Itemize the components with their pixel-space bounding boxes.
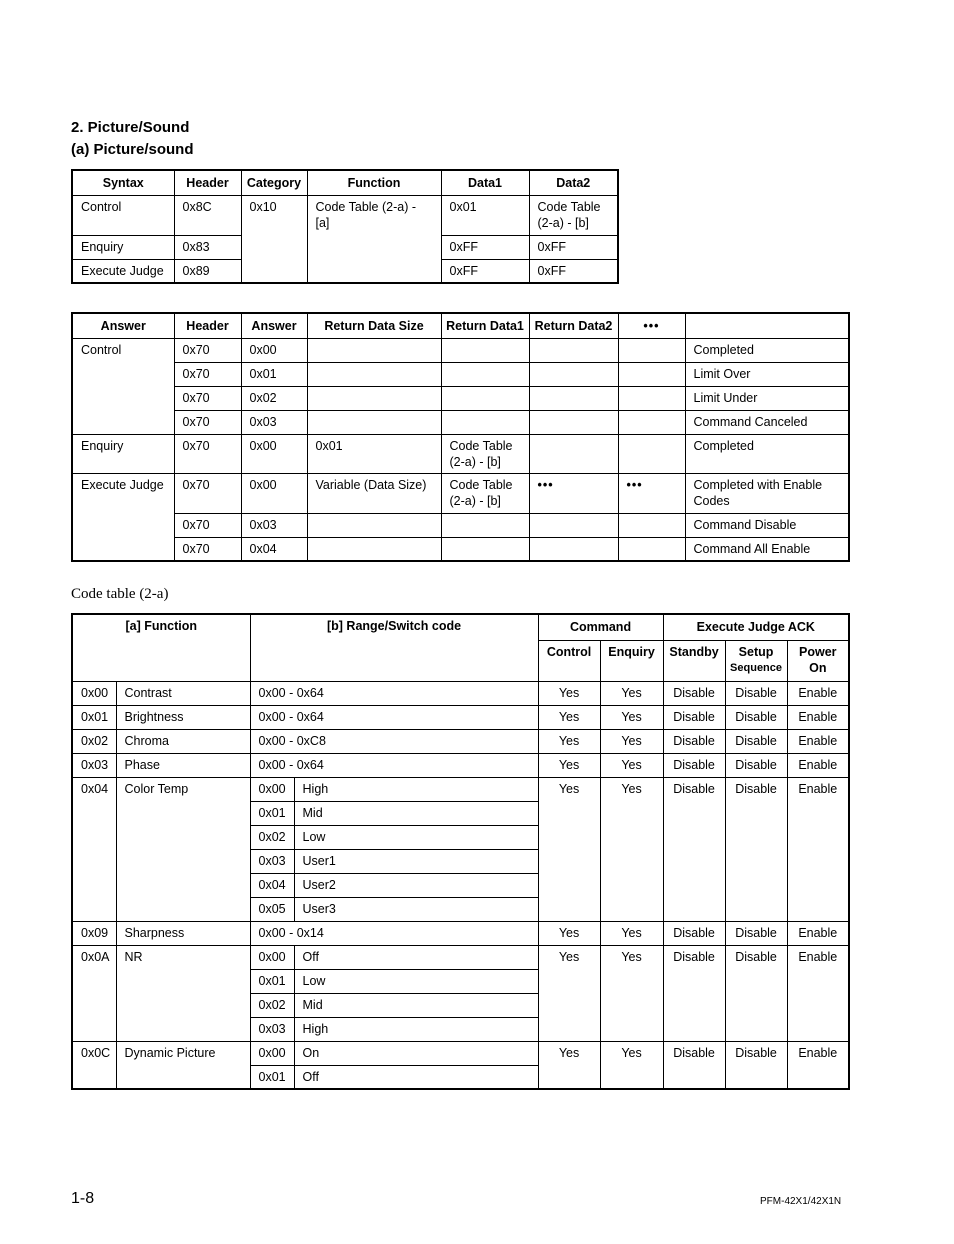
setup-label: Setup bbox=[738, 644, 774, 659]
function-name-cell: Dynamic Picture bbox=[116, 1041, 250, 1089]
more-cell bbox=[618, 410, 685, 434]
size-cell bbox=[307, 410, 441, 434]
header-cell: 0x70 bbox=[174, 513, 241, 537]
standby-cell: Disable bbox=[663, 945, 725, 1041]
size-cell bbox=[307, 362, 441, 386]
return-data1-cell bbox=[441, 537, 529, 561]
enquiry-header: Enquiry bbox=[600, 640, 663, 681]
setup-cell: Disable bbox=[725, 945, 787, 1041]
control-header: Control bbox=[538, 640, 600, 681]
switch-label-cell: Off bbox=[294, 1065, 538, 1089]
description-cell: Limit Over bbox=[685, 362, 849, 386]
return-data2-cell bbox=[529, 410, 618, 434]
control-cell: Yes bbox=[538, 753, 600, 777]
setup-cell: Disable bbox=[725, 921, 787, 945]
switch-code-cell: 0x01 bbox=[250, 801, 294, 825]
standby-cell: Disable bbox=[663, 777, 725, 921]
switch-label-cell: User1 bbox=[294, 849, 538, 873]
column-header: Syntax bbox=[72, 170, 174, 195]
switch-label-cell: User2 bbox=[294, 873, 538, 897]
table-row bbox=[72, 434, 849, 473]
return-data2-cell bbox=[529, 362, 618, 386]
answer-cell: 0x00 bbox=[241, 473, 307, 513]
switch-code-cell: 0x04 bbox=[250, 873, 294, 897]
switch-label-cell: On bbox=[294, 1041, 538, 1065]
function-header: [a] Function bbox=[72, 614, 250, 681]
power-on-cell: Enable bbox=[787, 729, 849, 753]
function-code-cell: 0x00 bbox=[72, 681, 116, 705]
size-cell: 0x01 bbox=[307, 434, 441, 473]
return-data1-cell: Code Table (2-a) - [b] bbox=[441, 473, 529, 513]
table-row bbox=[72, 1041, 849, 1065]
header-cell: 0x70 bbox=[174, 537, 241, 561]
switch-label-cell: Low bbox=[294, 825, 538, 849]
function-code-cell: 0x04 bbox=[72, 777, 116, 921]
setup-header bbox=[725, 640, 787, 681]
switch-code-cell: 0x00 bbox=[250, 1041, 294, 1065]
size-cell bbox=[307, 513, 441, 537]
answer-cell: 0x03 bbox=[241, 513, 307, 537]
return-data1-cell: Code Table (2-a) - [b] bbox=[441, 434, 529, 473]
power-on-cell: Enable bbox=[787, 753, 849, 777]
function-code-cell: 0x03 bbox=[72, 753, 116, 777]
size-cell bbox=[307, 338, 441, 362]
power-on-cell: Enable bbox=[787, 705, 849, 729]
range-cell: 0x00 - 0x64 bbox=[250, 705, 538, 729]
return-data1-cell bbox=[441, 386, 529, 410]
range-cell: 0x00 - 0x14 bbox=[250, 921, 538, 945]
command-table bbox=[71, 169, 619, 284]
setup-cell: Disable bbox=[725, 705, 787, 729]
table-row bbox=[72, 362, 849, 386]
setup-cell: Disable bbox=[725, 753, 787, 777]
answer-cell: 0x02 bbox=[241, 386, 307, 410]
function-name-cell: Chroma bbox=[116, 729, 250, 753]
enquiry-cell: Yes bbox=[600, 777, 663, 921]
header-cell: 0x70 bbox=[174, 410, 241, 434]
ack-header: Execute Judge ACK bbox=[663, 614, 849, 640]
description-cell: Command Disable bbox=[685, 513, 849, 537]
function-cell: Code Table (2-a) - [a] bbox=[307, 195, 441, 283]
column-header: Return Data Size bbox=[307, 313, 441, 338]
table-row bbox=[72, 753, 849, 777]
code-table-caption: Code table (2-a) bbox=[71, 586, 169, 602]
control-cell: Yes bbox=[538, 777, 600, 921]
table-row bbox=[72, 537, 849, 561]
standby-cell: Disable bbox=[663, 753, 725, 777]
function-code-cell: 0x0C bbox=[72, 1041, 116, 1089]
description-cell: Completed with Enable Codes bbox=[685, 473, 849, 513]
control-cell: Yes bbox=[538, 945, 600, 1041]
standby-cell: Disable bbox=[663, 1041, 725, 1089]
column-header: Return Data2 bbox=[529, 313, 618, 338]
function-name-cell: Color Temp bbox=[116, 777, 250, 921]
syntax-cell: Control bbox=[72, 195, 174, 235]
table-header-row bbox=[72, 614, 849, 640]
table-row bbox=[72, 729, 849, 753]
setup-cell: Disable bbox=[725, 681, 787, 705]
range-cell: 0x00 - 0x64 bbox=[250, 681, 538, 705]
table-row bbox=[72, 777, 849, 801]
standby-cell: Disable bbox=[663, 921, 725, 945]
power-on-cell: Enable bbox=[787, 1041, 849, 1089]
function-code-cell: 0x02 bbox=[72, 729, 116, 753]
table-row bbox=[72, 338, 849, 362]
table-row bbox=[72, 705, 849, 729]
switch-code-cell: 0x02 bbox=[250, 825, 294, 849]
answer-cell: 0x03 bbox=[241, 410, 307, 434]
range-header: [b] Range/Switch code bbox=[250, 614, 538, 681]
switch-code-cell: 0x05 bbox=[250, 897, 294, 921]
header-cell: 0x8C bbox=[174, 195, 241, 235]
return-data2-cell: ••• bbox=[529, 473, 618, 513]
header-cell: 0x70 bbox=[174, 434, 241, 473]
function-name-cell: NR bbox=[116, 945, 250, 1041]
more-cell bbox=[618, 338, 685, 362]
code-table bbox=[71, 613, 850, 1090]
enquiry-cell: Yes bbox=[600, 705, 663, 729]
size-cell: Variable (Data Size) bbox=[307, 473, 441, 513]
size-cell bbox=[307, 537, 441, 561]
return-data2-cell bbox=[529, 338, 618, 362]
switch-code-cell: 0x00 bbox=[250, 945, 294, 969]
return-data2-cell bbox=[529, 513, 618, 537]
function-code-cell: 0x01 bbox=[72, 705, 116, 729]
switch-label-cell: Off bbox=[294, 945, 538, 969]
control-cell: Yes bbox=[538, 729, 600, 753]
enquiry-cell: Yes bbox=[600, 729, 663, 753]
return-data1-cell bbox=[441, 338, 529, 362]
table-row bbox=[72, 195, 618, 235]
page-number: 1-8 bbox=[71, 1190, 95, 1207]
description-cell: Limit Under bbox=[685, 386, 849, 410]
header-cell: 0x83 bbox=[174, 235, 241, 259]
power-on-cell: Enable bbox=[787, 681, 849, 705]
standby-cell: Disable bbox=[663, 681, 725, 705]
enquiry-cell: Yes bbox=[600, 945, 663, 1041]
power-on-cell: Enable bbox=[787, 945, 849, 1041]
answer-cell: 0x00 bbox=[241, 434, 307, 473]
data1-cell: 0xFF bbox=[441, 235, 529, 259]
power-on-header bbox=[787, 640, 849, 681]
more-cell: ••• bbox=[618, 473, 685, 513]
more-cell bbox=[618, 434, 685, 473]
answer-group-cell: Enquiry bbox=[72, 434, 174, 473]
column-header: Data1 bbox=[441, 170, 529, 195]
answer-cell: 0x01 bbox=[241, 362, 307, 386]
power-label: Power bbox=[799, 644, 837, 659]
table-row bbox=[72, 410, 849, 434]
on-label: On bbox=[809, 660, 827, 675]
column-header: Data2 bbox=[529, 170, 618, 195]
control-cell: Yes bbox=[538, 705, 600, 729]
table-row bbox=[72, 681, 849, 705]
power-on-cell: Enable bbox=[787, 777, 849, 921]
model-number: PFM-42X1/42X1N bbox=[760, 1196, 842, 1207]
control-cell: Yes bbox=[538, 921, 600, 945]
enquiry-cell: Yes bbox=[600, 1041, 663, 1089]
header-cell: 0x70 bbox=[174, 338, 241, 362]
header-cell: 0x70 bbox=[174, 386, 241, 410]
standby-cell: Disable bbox=[663, 729, 725, 753]
table-header-row bbox=[72, 170, 618, 195]
function-name-cell: Sharpness bbox=[116, 921, 250, 945]
enquiry-cell: Yes bbox=[600, 753, 663, 777]
more-cell bbox=[618, 513, 685, 537]
data1-cell: 0xFF bbox=[441, 259, 529, 283]
description-cell: Completed bbox=[685, 434, 849, 473]
data2-cell: 0xFF bbox=[529, 235, 618, 259]
switch-code-cell: 0x01 bbox=[250, 969, 294, 993]
column-header: ••• bbox=[618, 313, 685, 338]
section-title: 2. Picture/Sound bbox=[71, 119, 190, 136]
column-header: Category bbox=[241, 170, 307, 195]
return-data2-cell bbox=[529, 537, 618, 561]
return-data1-cell bbox=[441, 410, 529, 434]
more-cell bbox=[618, 537, 685, 561]
column-header: Return Data1 bbox=[441, 313, 529, 338]
header-cell: 0x70 bbox=[174, 473, 241, 513]
answer-cell: 0x04 bbox=[241, 537, 307, 561]
enquiry-cell: Yes bbox=[600, 921, 663, 945]
table-row bbox=[72, 473, 849, 513]
function-name-cell: Brightness bbox=[116, 705, 250, 729]
answer-cell: 0x00 bbox=[241, 338, 307, 362]
enquiry-cell: Yes bbox=[600, 681, 663, 705]
column-header: Function bbox=[307, 170, 441, 195]
category-cell: 0x10 bbox=[241, 195, 307, 283]
switch-label-cell: Low bbox=[294, 969, 538, 993]
function-name-cell: Phase bbox=[116, 753, 250, 777]
sequence-label: Sequence bbox=[730, 661, 783, 674]
function-name-cell: Contrast bbox=[116, 681, 250, 705]
return-data2-cell bbox=[529, 434, 618, 473]
control-cell: Yes bbox=[538, 681, 600, 705]
answer-group-cell: Control bbox=[72, 338, 174, 434]
subsection-title: (a) Picture/sound bbox=[71, 141, 194, 158]
standby-cell: Disable bbox=[663, 705, 725, 729]
column-header: Answer bbox=[72, 313, 174, 338]
data1-cell: 0x01 bbox=[441, 195, 529, 235]
table-row bbox=[72, 945, 849, 969]
setup-cell: Disable bbox=[725, 777, 787, 921]
header-cell: 0x70 bbox=[174, 362, 241, 386]
switch-label-cell: Mid bbox=[294, 993, 538, 1017]
switch-label-cell: Mid bbox=[294, 801, 538, 825]
column-header: Header bbox=[174, 313, 241, 338]
syntax-cell: Enquiry bbox=[72, 235, 174, 259]
power-on-cell: Enable bbox=[787, 921, 849, 945]
switch-label-cell: High bbox=[294, 1017, 538, 1041]
table-header-row bbox=[72, 313, 849, 338]
standby-header: Standby bbox=[663, 640, 725, 681]
command-header: Command bbox=[538, 614, 663, 640]
syntax-cell: Execute Judge bbox=[72, 259, 174, 283]
header-cell: 0x89 bbox=[174, 259, 241, 283]
return-data1-cell bbox=[441, 362, 529, 386]
switch-code-cell: 0x01 bbox=[250, 1065, 294, 1089]
switch-code-cell: 0x00 bbox=[250, 777, 294, 801]
return-data2-cell bbox=[529, 386, 618, 410]
table-row bbox=[72, 513, 849, 537]
table-row bbox=[72, 386, 849, 410]
data2-cell: 0xFF bbox=[529, 259, 618, 283]
range-cell: 0x00 - 0xC8 bbox=[250, 729, 538, 753]
description-cell: Command Canceled bbox=[685, 410, 849, 434]
setup-cell: Disable bbox=[725, 729, 787, 753]
switch-label-cell: User3 bbox=[294, 897, 538, 921]
column-header: Answer bbox=[241, 313, 307, 338]
control-cell: Yes bbox=[538, 1041, 600, 1089]
answer-group-cell: Execute Judge bbox=[72, 473, 174, 561]
more-cell bbox=[618, 386, 685, 410]
function-code-cell: 0x0A bbox=[72, 945, 116, 1041]
table-row bbox=[72, 921, 849, 945]
setup-cell: Disable bbox=[725, 1041, 787, 1089]
column-header bbox=[685, 313, 849, 338]
answer-table bbox=[71, 312, 850, 562]
return-data1-cell bbox=[441, 513, 529, 537]
more-cell bbox=[618, 362, 685, 386]
column-header: Header bbox=[174, 170, 241, 195]
data2-cell: Code Table (2-a) - [b] bbox=[529, 195, 618, 235]
description-cell: Command All Enable bbox=[685, 537, 849, 561]
switch-code-cell: 0x02 bbox=[250, 993, 294, 1017]
switch-code-cell: 0x03 bbox=[250, 849, 294, 873]
range-cell: 0x00 - 0x64 bbox=[250, 753, 538, 777]
description-cell: Completed bbox=[685, 338, 849, 362]
switch-code-cell: 0x03 bbox=[250, 1017, 294, 1041]
switch-label-cell: High bbox=[294, 777, 538, 801]
size-cell bbox=[307, 386, 441, 410]
function-code-cell: 0x09 bbox=[72, 921, 116, 945]
